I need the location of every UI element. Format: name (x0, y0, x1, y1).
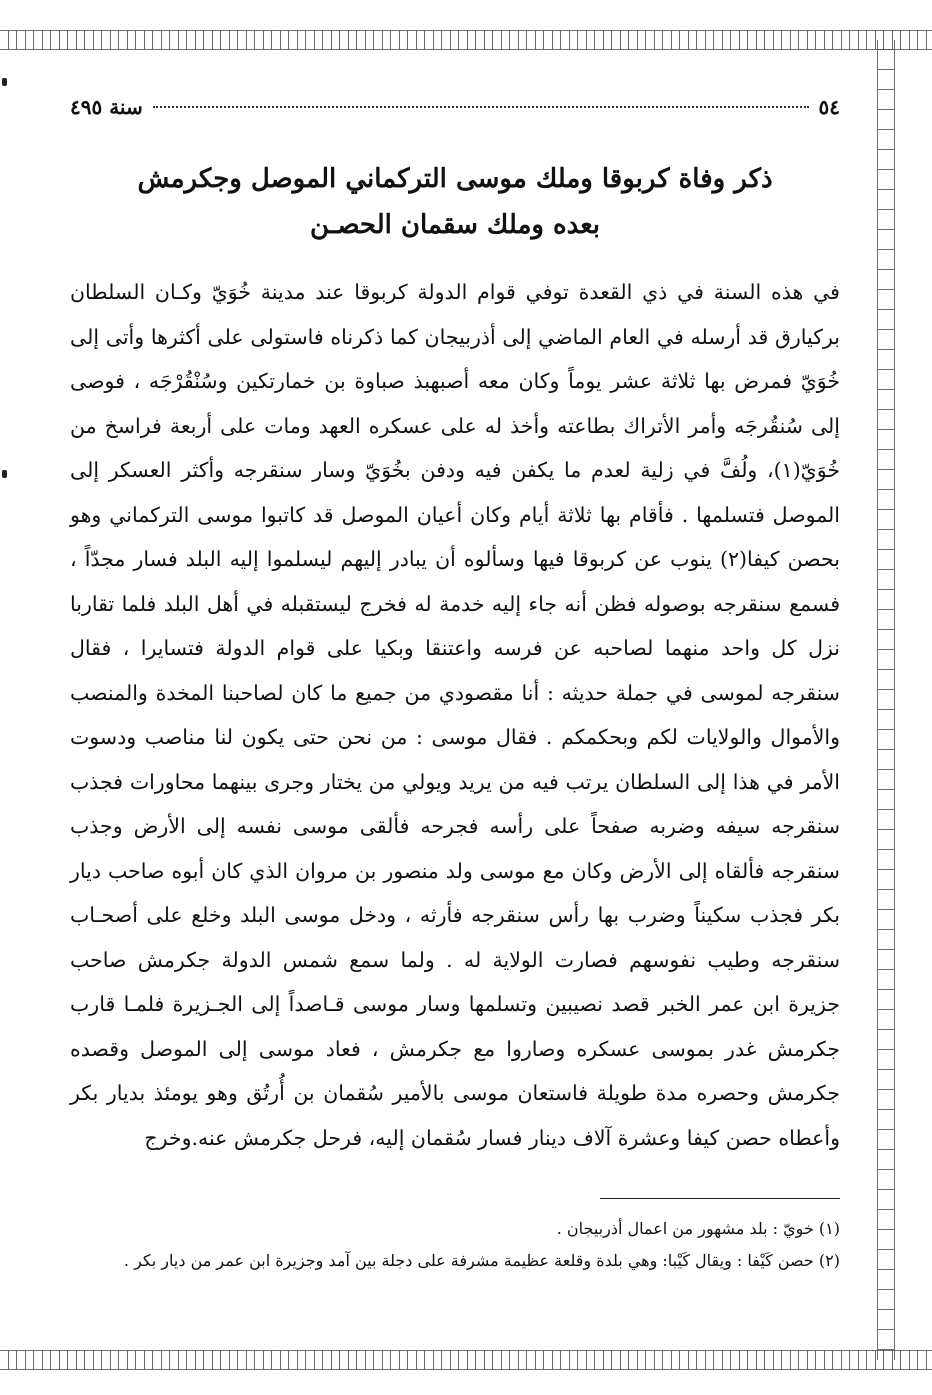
header-leader-dots (153, 106, 809, 108)
chapter-title-line-2: بعده وملك سقمان الحصـن (309, 210, 601, 240)
footnote-2: (٢) حصن كَيْفا : ويقال كَيْبا: وهي بلدة وقلعة عظيمة مشرفة على دجلة بين آمد وجزيرة ابن عمر من ديار بكر . (123, 1251, 840, 1270)
chapter-title-line-1: ذكر وفاة كربوقا وملك موسى التركماني الموصل وجكرمش (137, 164, 773, 194)
footnotes (70, 1213, 840, 1277)
running-head (70, 95, 840, 136)
book-page (70, 95, 840, 1277)
bottom-ornamental-border (0, 1350, 932, 1370)
body-paragraph: في هذه السنة في ذي القعدة توفي قوام الدولة كربوقا عند مدينة خُوَيّ وكـان السلطان بركيارق قد أرسله في العام الماضي إلى أذربيجان كما ذكرناه فاستولى على أكثرها وأتى إلى خُوَيّ فمرض بها ثلاثة عشر يوماً وكان معه أصبهبذ صباوة بن خمارتكين وسُنْقُرْجَه ، فوصى إلى سُنقُرجَه وأمر الأتراك بطاعته وأخذ له على عسكره العهد ومات على أربعة فراسخ من خُوَيّ(١)، ولُفَّ في زلية لعدم ما يكفن فيه ودفن بخُوَيّ وسار سنقرجه وأكثر العسكر إلى الموصل فتسلمها . فأقام بها ثلاثة أيام وكان أعيان الموصل قد كاتبوا موسى التركماني وهو بحصن كيفا(٢) ينوب عن كربوقا فيها وسألوه أن يبادر إليهم ليسلموا إليه البلد فسار مجدّاً ، فسمع سنقرجه بوصوله فظن أنه جاء إليه خدمة له فخرج ليستقبله في أهل البلد فلما تقاربا نزل كل واحد منهما لصاحبه عن فرسه واعتنقا وبكيا على قوام الدولة فتسايرا ، فقال سنقرجه لموسى في جملة حديثه : أنا مقصودي من جميع ما كان لصاحبنا المخدة والمنصب والأموال والولايات لكم وبحكمكم . فقال موسى : من نحن حتى يكون لنا مناصب ودسوت الأمر في هذا إلى السلطان يرتب فيه من يريد ويولي من يختار وجرى بينهما محاورات فجذب سنقرجه سيفه وضربه صفحاً على رأسه فجرحه فألقى موسى نفسه إلى الأرض وجذب سنقرجه فألقاه إلى الأرض وكان مع موسى ولد منصور بن مروان الذي كان أبوه صاحب ديار بكر فجذب سكيناً وضرب بها رأس سنقرجه فأرثه ، ودخل موسى البلد وخلع على أصحـاب سنقرجه وطيب نفوسهم فصارت الولاية له . ولما سمع شمس الدولة جكرمش صاحب جزيرة ابن عمر الخبر قصد نصيبين وتسلمها وسار موسى قـاصداً إلى الجـزيرة فلمـا قارب جكرمش غدر بموسى عسكره وصاروا مع جكرمش ، فعاد موسى إلى الموصل وقصده جكرمش وحصره مدة طويلة فاستعان موسى بالأمير سُقمان بن أُرتُق وهو يومئذ بديار بكر وأعطاه حصن كيفا وعشرة آلاف دينار فسار سُقمان إليه، فرحل جكرمش عنه.وخرج (70, 280, 840, 1150)
footnote-separator (600, 1198, 840, 1199)
top-ornamental-border (0, 30, 932, 50)
margin-mark (2, 470, 7, 478)
year-heading: سنة ٤٩٥ (70, 95, 143, 119)
chapter-title (70, 156, 840, 248)
right-ornamental-border (877, 40, 895, 1360)
page-number: ٥٤ (818, 95, 840, 119)
footnote-1: (١) خويّ : بلد مشهور من اعمال أذربيجان . (556, 1219, 840, 1238)
margin-mark (2, 78, 7, 86)
